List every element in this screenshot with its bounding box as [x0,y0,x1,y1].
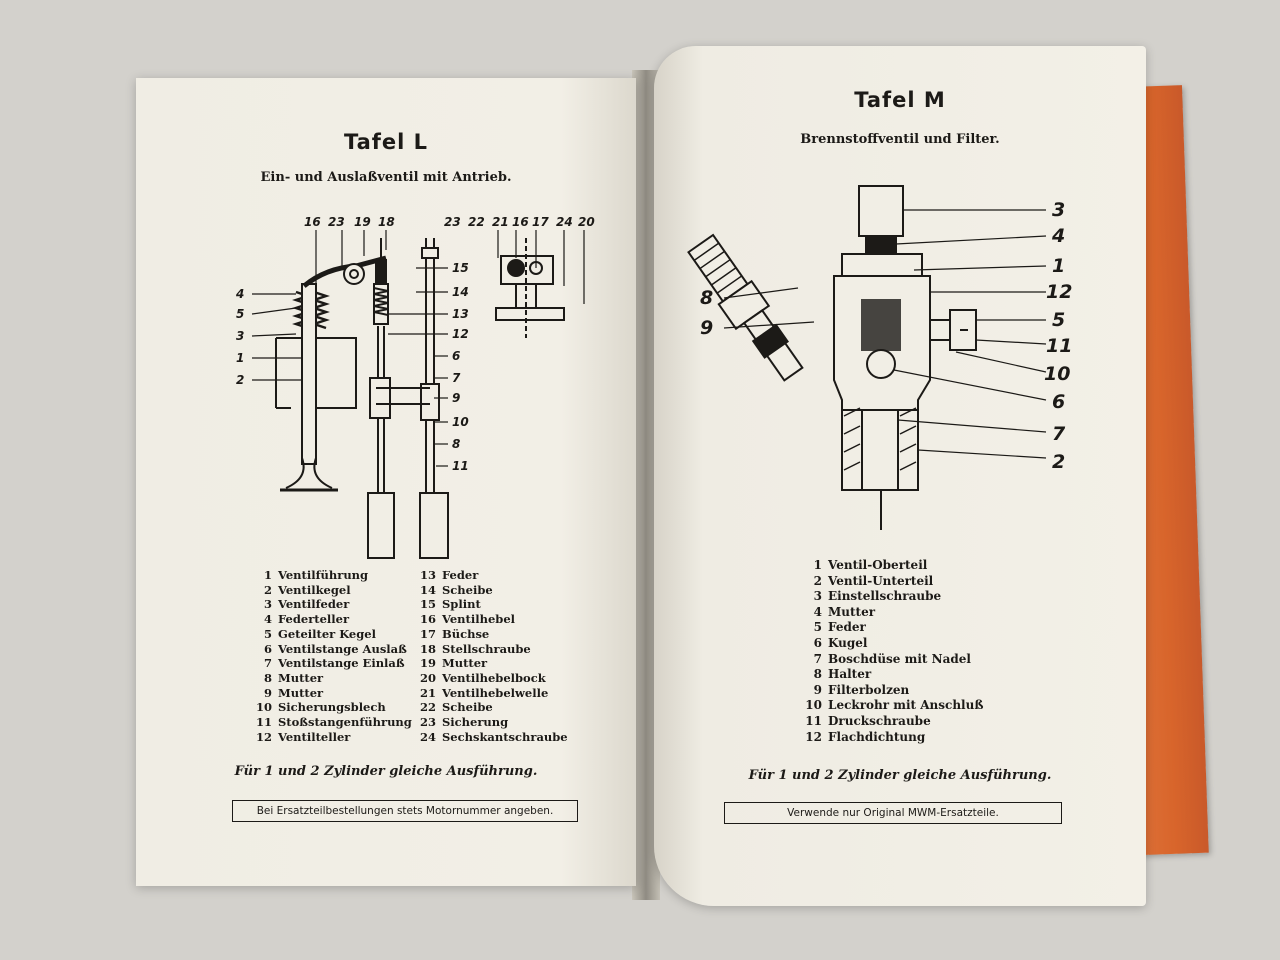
list-item: 2 Ventil-Unterteil [813,573,934,588]
callout-label: 15 [452,261,469,275]
cylinder-note: Für 1 und 2 Zylinder gleiche Ausführung. [234,764,538,779]
list-item: 9 Mutter [263,685,324,700]
callout-label: 2 [236,373,245,387]
list-item: 11 Stoßstangenführung [255,715,412,730]
list-item: 16 Ventilhebel [419,612,515,627]
list-item: 1 Ventil-Oberteil [813,558,928,572]
callout-label: 17 [532,215,549,229]
callout-label: 6 [1052,391,1066,413]
list-item: 1 Ventilführung [263,568,369,582]
callout-label: 23 [328,215,345,229]
callout-label: 1 [1052,255,1066,277]
list-item: 14 Scheibe [419,582,493,597]
list-item: 3 Ventilfeder [263,597,350,612]
list-item: 7 Ventilstange Einlaß [263,656,405,671]
list-item: 12 Flachdichtung [805,729,926,744]
callout-label: 1 [236,351,245,365]
callout-label: 7 [1052,423,1066,445]
right-page [654,46,1146,906]
callout-label: 24 [556,215,573,229]
list-item: 19 Mutter [419,656,488,671]
list-item: 2 Ventilkegel [263,582,351,597]
parts-list-l-col1 [254,568,412,744]
callout-label: 5 [1052,309,1066,331]
list-item: 10 Sicherungsblech [255,700,386,715]
callout-label: 19 [354,215,371,229]
callout-label: 9 [452,391,461,405]
plate-l-title: Tafel L [343,130,429,154]
callout-label: 11 [452,459,469,473]
fuel-valve-diagram [694,180,1114,540]
callout-label: 6 [452,349,461,363]
parts-list-l-col2 [418,568,568,744]
callout-label: 14 [452,285,469,299]
list-item: 5 Feder [813,620,866,635]
callout-label: 8 [452,437,461,451]
list-item: 11 Druckschraube [805,713,931,728]
callout-label: 4 [1052,225,1066,247]
callout-label: 23 [444,215,461,229]
list-item: 6 Ventilstange Auslaß [263,641,407,656]
callout-label: 21 [492,215,509,229]
list-item: 6 Kugel [813,635,868,650]
plate-m-subtitle: Brennstoffventil und Filter. [800,132,1000,147]
list-item: 17 Büchse [419,626,490,641]
callout-label: 4 [236,287,245,301]
callout-label: 16 [512,215,529,229]
genuine-parts-notice-box: Verwende nur Original MWM-Ersatzteile. [724,802,1062,824]
list-item: 3 Einstellschraube [813,589,942,604]
list-item: 5 Geteilter Kegel [263,626,376,641]
list-item: 8 Halter [813,667,872,682]
callout-label: 12 [1046,281,1073,303]
callout-label: 20 [578,215,595,229]
list-item: 15 Splint [419,597,481,612]
callout-label: 16 [304,215,321,229]
list-item: 18 Stellschraube [419,641,531,656]
order-notice-box: Bei Ersatzteilbestellungen stets Motornummer angeben. [232,800,578,822]
list-item: 22 Scheibe [419,700,493,715]
callout-label: 5 [236,307,245,321]
callout-label: 18 [378,215,395,229]
callout-label: 10 [1044,363,1071,385]
callout-label: 12 [452,327,469,341]
callout-label: 22 [468,215,485,229]
list-item: 12 Ventilteller [255,729,351,744]
list-item: 23 Sicherung [419,715,509,730]
callout-label: 8 [700,287,714,309]
list-item: 7 Boschdüse mit Nadel [813,651,971,666]
list-item: 10 Leckrohr mit Anschluß [805,698,984,713]
list-item: 4 Mutter [813,604,876,619]
list-item: 9 Filterbolzen [813,682,910,697]
callout-label: 10 [452,415,469,429]
list-item: 8 Mutter [263,670,324,685]
parts-list-m [804,558,983,745]
list-item: 21 Ventilhebelwelle [419,685,549,700]
cylinder-note: Für 1 und 2 Zylinder gleiche Ausführung. [748,768,1052,783]
plate-l-subtitle: Ein- und Auslaßventil mit Antrieb. [260,170,512,185]
callout-label: 2 [1052,451,1066,473]
valve-gear-diagram [216,208,606,538]
callout-label: 13 [452,307,469,321]
plate-m-title: Tafel M [854,88,946,112]
left-page [136,78,636,886]
callout-label: 9 [700,317,714,339]
callout-label: 3 [236,329,245,343]
list-item: 20 Ventilhebelbock [419,670,546,685]
callout-label: 11 [1046,335,1073,357]
list-item: 13 Feder [419,568,479,582]
list-item: 24 Sechskantschraube [419,729,568,744]
callout-label: 3 [1052,199,1066,221]
list-item: 4 Federteller [263,612,350,627]
callout-label: 7 [452,371,461,385]
